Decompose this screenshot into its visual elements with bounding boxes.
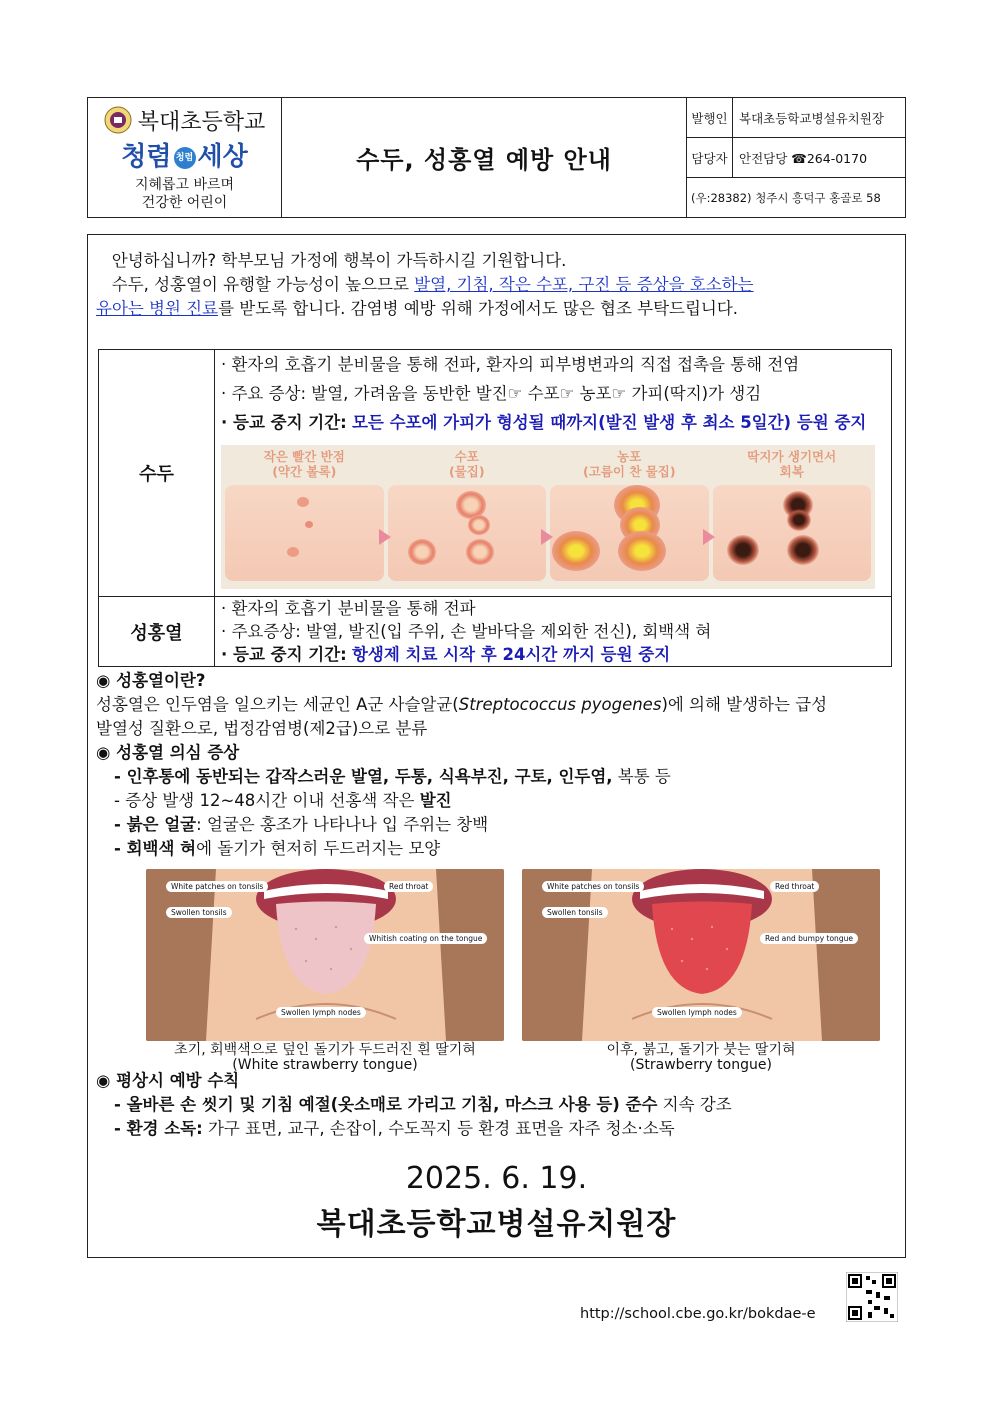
intro-highlight-2: 유아는 병원 진료 (96, 299, 219, 318)
symptom-3: - 붉은 얼굴 (114, 815, 197, 834)
symptom-1-rest: 복통 등 (612, 767, 671, 786)
slogan-logo: 청렴 청렴 세상 (121, 142, 248, 172)
symptom-2-bold: 발진 (419, 791, 452, 810)
callout-label: Swollen lymph nodes (276, 1007, 366, 1018)
stage-label: 딱지가 생기면서 (747, 449, 837, 464)
school-identity (88, 98, 282, 217)
prevention-section (96, 1069, 896, 1141)
stage-scab (713, 449, 872, 585)
exclusion-label: · 등교 중지 기간: (221, 645, 347, 664)
prevention-heading: ◉ 평상시 예방 수칙 (96, 1071, 240, 1090)
notice-body (87, 234, 906, 1258)
issue-date: 2025. 6. 19. (405, 1161, 588, 1196)
stage-label: 농포 (617, 449, 642, 464)
callout-label: Red and bumpy tongue (760, 933, 858, 944)
arrow-icon (703, 529, 715, 545)
qr-code-icon[interactable] (846, 1272, 898, 1322)
callout-label: White patches on tonsils (542, 881, 644, 892)
slogan-mark-icon: 청렴 (174, 147, 196, 169)
callout-label: Red throat (384, 881, 433, 892)
scarlet-fever-name: 성홍열 (99, 597, 215, 667)
school-emblem-icon (104, 106, 132, 134)
page-title: 수두, 성홍열 예방 안내 (282, 98, 687, 217)
publisher-value: 복대초등학교병설유치원장 (739, 110, 884, 126)
callout-label: Swollen tonsils (166, 907, 232, 918)
stage-vesicle (388, 449, 547, 585)
intro-paragraph (96, 249, 896, 321)
contact-value: 안전담당 ☎264-0170 (739, 150, 868, 166)
stage-sublabel: (물집) (448, 464, 485, 479)
exclusion-period: 항생제 치료 시작 후 24시간 까지 등원 중지 (351, 645, 671, 664)
motto-line-2: 건강한 어린이 (141, 195, 228, 211)
symptom-4: - 회백색 혀 (114, 839, 197, 858)
what-is-text-post: )에 의해 발생하는 급성 (661, 695, 828, 714)
stage-red-spots (225, 449, 384, 585)
scarlet-fever-row (99, 597, 892, 667)
scarlet-line-2: · 주요증상: 발열, 발진(입 주위, 손 발바닥을 제외한 전신), 회백색 혀 (221, 622, 712, 641)
callout-label: White patches on tonsils (166, 881, 268, 892)
stage-label: 수포 (454, 449, 479, 464)
school-website-link[interactable]: http://school.cbe.go.kr/bokdae-e (580, 1306, 816, 1322)
chickenpox-row (99, 350, 892, 597)
issuer-signature: 복대초등학교병설유치원장 (316, 1207, 677, 1242)
symptom-2: - 증상 발생 12~48시간 이내 선홍색 작은 (114, 791, 420, 810)
greeting: 안녕하십니까? 학부모님 가정에 행복이 가득하시길 기원합니다. (111, 251, 567, 270)
callout-label: Swollen tonsils (542, 907, 608, 918)
arrow-icon (541, 529, 553, 545)
prevention-rule-1-rest: 지속 강조 (657, 1095, 732, 1114)
intro-text: 수두, 성홍열이 유행할 가능성이 높으므로 (111, 275, 415, 294)
what-is-heading: ◉ 성홍열이란? (96, 671, 206, 690)
symptom-1: - 인후통에 동반되는 갑작스러운 발열, 두통, 식욕부진, 구토, 인두염, (114, 767, 613, 786)
symptoms-section (96, 741, 896, 861)
arrow-icon (379, 529, 391, 545)
left-caption-en: (White strawberry tongue) (232, 1057, 418, 1073)
chickenpox-line-1: · 환자의 호흡기 분비물을 통해 전파, 환자의 피부병변과의 직접 접촉을 통해 전염 (221, 355, 800, 374)
what-is-text: 성홍열은 인두염을 일으키는 세균인 A군 사슬알균( (96, 695, 459, 714)
chickenpox-description (215, 350, 892, 597)
left-caption-ko: 초기, 회백색으로 덮인 돌기가 두드러진 흰 딸기혀 (174, 1042, 476, 1058)
prevention-rule-1: - 올바른 손 씻기 및 기침 예절(옷소매로 가리고 기침, 마스크 사용 등) 준수 (114, 1095, 658, 1114)
contact-label: 담당자 (687, 138, 733, 177)
document-header (87, 97, 906, 218)
strawberry-tongue-illustration (522, 869, 880, 1041)
disease-table (98, 349, 892, 667)
right-caption-en: (Strawberry tongue) (630, 1057, 772, 1073)
prevention-rule-2-rest: 가구 표면, 교구, 손잡이, 수도꼭지 등 환경 표면을 자주 청소·소독 (202, 1119, 675, 1138)
stage-sublabel: 회복 (779, 464, 804, 479)
address: (우:28382) 청주시 흥덕구 홍골로 58 (691, 190, 881, 205)
scarlet-line-3 (221, 643, 885, 666)
prevention-rule-2: - 환경 소독: (114, 1119, 203, 1138)
right-caption-ko: 이후, 붉고, 돌기가 붓는 딸기혀 (606, 1042, 796, 1058)
callout-label: Red throat (770, 881, 819, 892)
symptoms-heading: ◉ 성홍열 의심 증상 (96, 743, 240, 762)
chickenpox-name: 수두 (99, 350, 215, 597)
stage-sublabel: (약간 볼록) (272, 464, 337, 479)
chickenpox-line-2: · 주요 증상: 발열, 가려움을 동반한 발진☞ 수포☞ 농포☞ 가피(딱지)가 생김 (221, 384, 762, 403)
intro-highlight: 발열, 기침, 작은 수포, 구진 등 증상을 호소하는 (414, 275, 754, 294)
exclusion-period: 모든 수포에 가피가 형성될 때까지(발진 발생 후 최소 5일간) 등원 중지 (351, 413, 867, 432)
what-is-text-2: 발열성 질환으로, 법정감염병(제2급)으로 분류 (96, 719, 428, 738)
what-is-section (96, 669, 896, 741)
callout-label: Swollen lymph nodes (652, 1007, 742, 1018)
white-strawberry-tongue-illustration (146, 869, 504, 1041)
scarlet-fever-description (215, 597, 892, 667)
motto-line-1: 지혜롭고 바르며 (134, 177, 235, 193)
intro-text-2: 를 받도록 합니다. 감염병 예방 위해 가정에서도 많은 협조 부탁드립니다. (218, 299, 739, 318)
stage-label: 작은 빨간 반점 (263, 449, 345, 464)
school-name: 복대초등학교 (137, 109, 266, 135)
exclusion-label: · 등교 중지 기간: (221, 413, 347, 432)
stage-sublabel: (고름이 찬 물집) (582, 464, 676, 479)
callout-label: Whitish coating on the tongue (364, 933, 487, 944)
pathogen-name: Streptococcus pyogenes (458, 695, 662, 714)
chickenpox-line-3 (221, 408, 885, 437)
scarlet-line-1: · 환자의 호흡기 분비물을 통해 전파 (221, 599, 476, 618)
symptom-4-rest: 에 돌기가 현저히 두드러지는 모양 (196, 839, 441, 858)
stage-pustule (550, 449, 709, 585)
symptom-3-rest: : 얼굴은 홍조가 나타나나 입 주위는 창백 (196, 815, 489, 834)
issuer-info (687, 98, 905, 217)
publisher-label: 발행인 (687, 98, 733, 137)
chickenpox-stages-figure (221, 445, 875, 589)
